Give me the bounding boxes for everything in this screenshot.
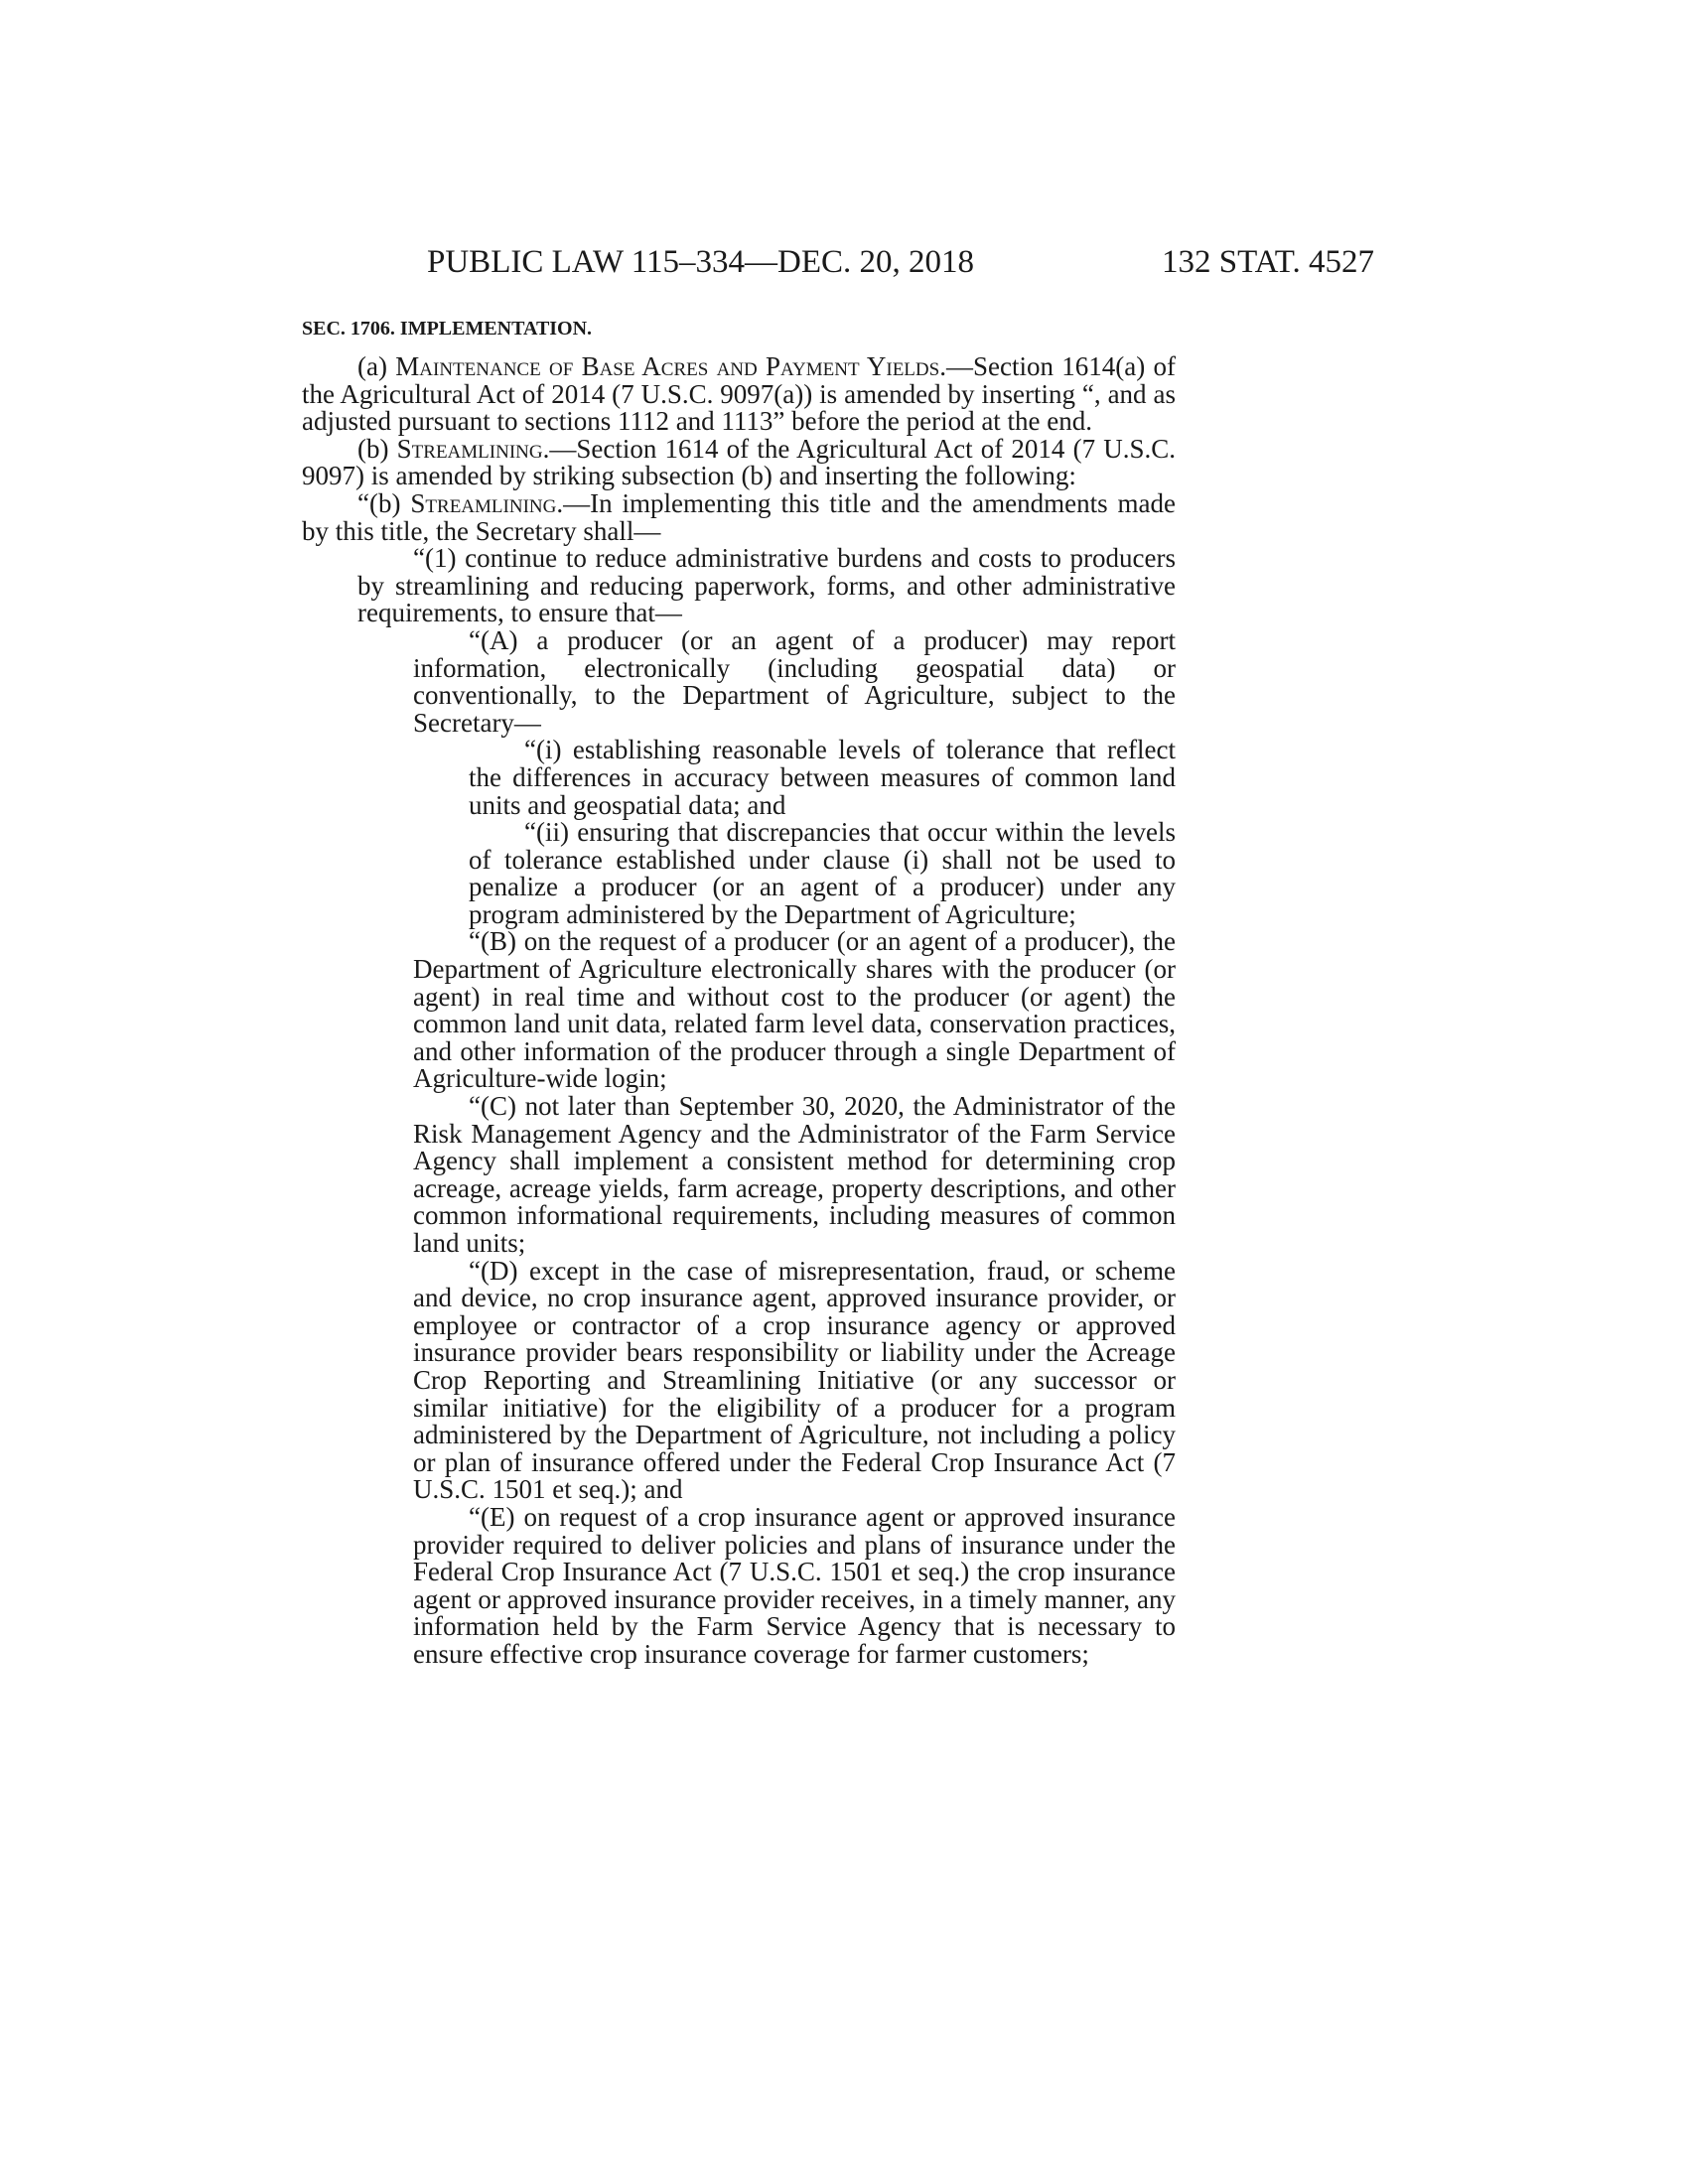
paragraph-lead: (a) — [357, 351, 396, 381]
paragraph-lead: (b) — [357, 433, 397, 464]
section-heading: SEC. 1706. IMPLEMENTATION. — [302, 318, 593, 340]
paragraph-b — [302, 433, 1177, 491]
running-header — [0, 244, 1688, 288]
section-body — [302, 353, 1176, 1669]
subparagraph-c: “(C) not later than September 30, 2020, the Administrator of the Risk Management Agency and the Administrator of the Farm Service Agency shall implement a consistent method for determining crop acreage, acreage yields, farm acreage, property descriptions, and other common informational requirements, including measures of common land units; — [413, 1091, 1176, 1258]
paragraph-heading: Streamlining — [410, 487, 557, 518]
subparagraph-e: “(E) on request of a crop insurance agent or approved insurance provider required to deliver policies and plans of insurance under the Federal Crop Insurance Act (7 U.S.C. 1501 et seq.) the crop insurance agent or approved insurance provider receives, in a timely manner, any information held by the Farm Service Agency that is necessary to ensure effective crop insurance coverage for farmer customers; — [413, 1501, 1176, 1669]
clause-i: “(i) establishing reasonable levels of tolerance that reflect the differences in accuracy between measures of common land units and geospatial data; and — [469, 735, 1176, 820]
subparagraph-d: “(D) except in the case of misrepresentation, fraud, or scheme and device, no crop insurance agent, approved insurance provider, or employee or contractor of a crop insurance agency or approved insurance provider bears responsibility or liability under the Acreage Crop Reporting and Streamlining Initiative (or any successor or similar initiative) for the eligibility of a producer for a program administered by the Department of Agriculture, not including a policy or plan of insurance offered under the Federal Crop Insurance Act (7 U.S.C. 1501 et seq.); and — [413, 1255, 1176, 1505]
paragraph-quoted-b — [302, 487, 1177, 546]
subparagraph-a: “(A) a producer (or an agent of a producer) may report information, electronically (including geospatial data) or conventionally, to the Department of Agriculture, subject to the Secretary— — [413, 624, 1176, 738]
paragraph-1: “(1) continue to reduce administrative burdens and costs to producers by streamlining and reducing paperwork, forms, and other administrative requirements, to ensure that— — [357, 543, 1176, 628]
public-law-title: PUBLIC LAW 115–334—DEC. 20, 2018 — [427, 244, 975, 280]
paragraph-heading: Streamlining — [396, 433, 543, 464]
paragraph-a — [302, 353, 1176, 436]
paragraph-heading: Maintenance of Base Acres and Payment Yields — [395, 351, 940, 381]
clause-ii: “(ii) ensuring that discrepancies that occur within the levels of tolerance established under clause (i) shall not be used to penalize a producer (or an agent of a producer) under any program administered by the Department of Agriculture; — [469, 817, 1176, 929]
statute-page-number: 132 STAT. 4527 — [1161, 244, 1374, 280]
paragraph-lead: “(b) — [357, 487, 411, 518]
subparagraph-b: “(B) on the request of a producer (or an agent of a producer), the Department of Agriculture electronically shares with the producer (or agent) in real time and without cost to the producer (or agent) the common land unit data, related farm level data, conservation practices, and other information of the producer through a single Department of Agriculture-wide login; — [413, 926, 1176, 1094]
paragraph-text: .—Section 1614(a) of the Agricultural Act of 2014 (7 U.S.C. 9097(a)) is amended by inserting “, and as adjusted pursuant to sections 1112 and 1113” before the period at the end. — [302, 351, 1176, 437]
paragraph-text: .—In implementing this title and the amendments made by this title, the Secretary shall— — [302, 487, 1177, 546]
paragraph-text: .—Section 1614 of the Agricultural Act of 2014 (7 U.S.C. 9097) is amended by striking subsection (b) and inserting the following: — [302, 433, 1177, 491]
